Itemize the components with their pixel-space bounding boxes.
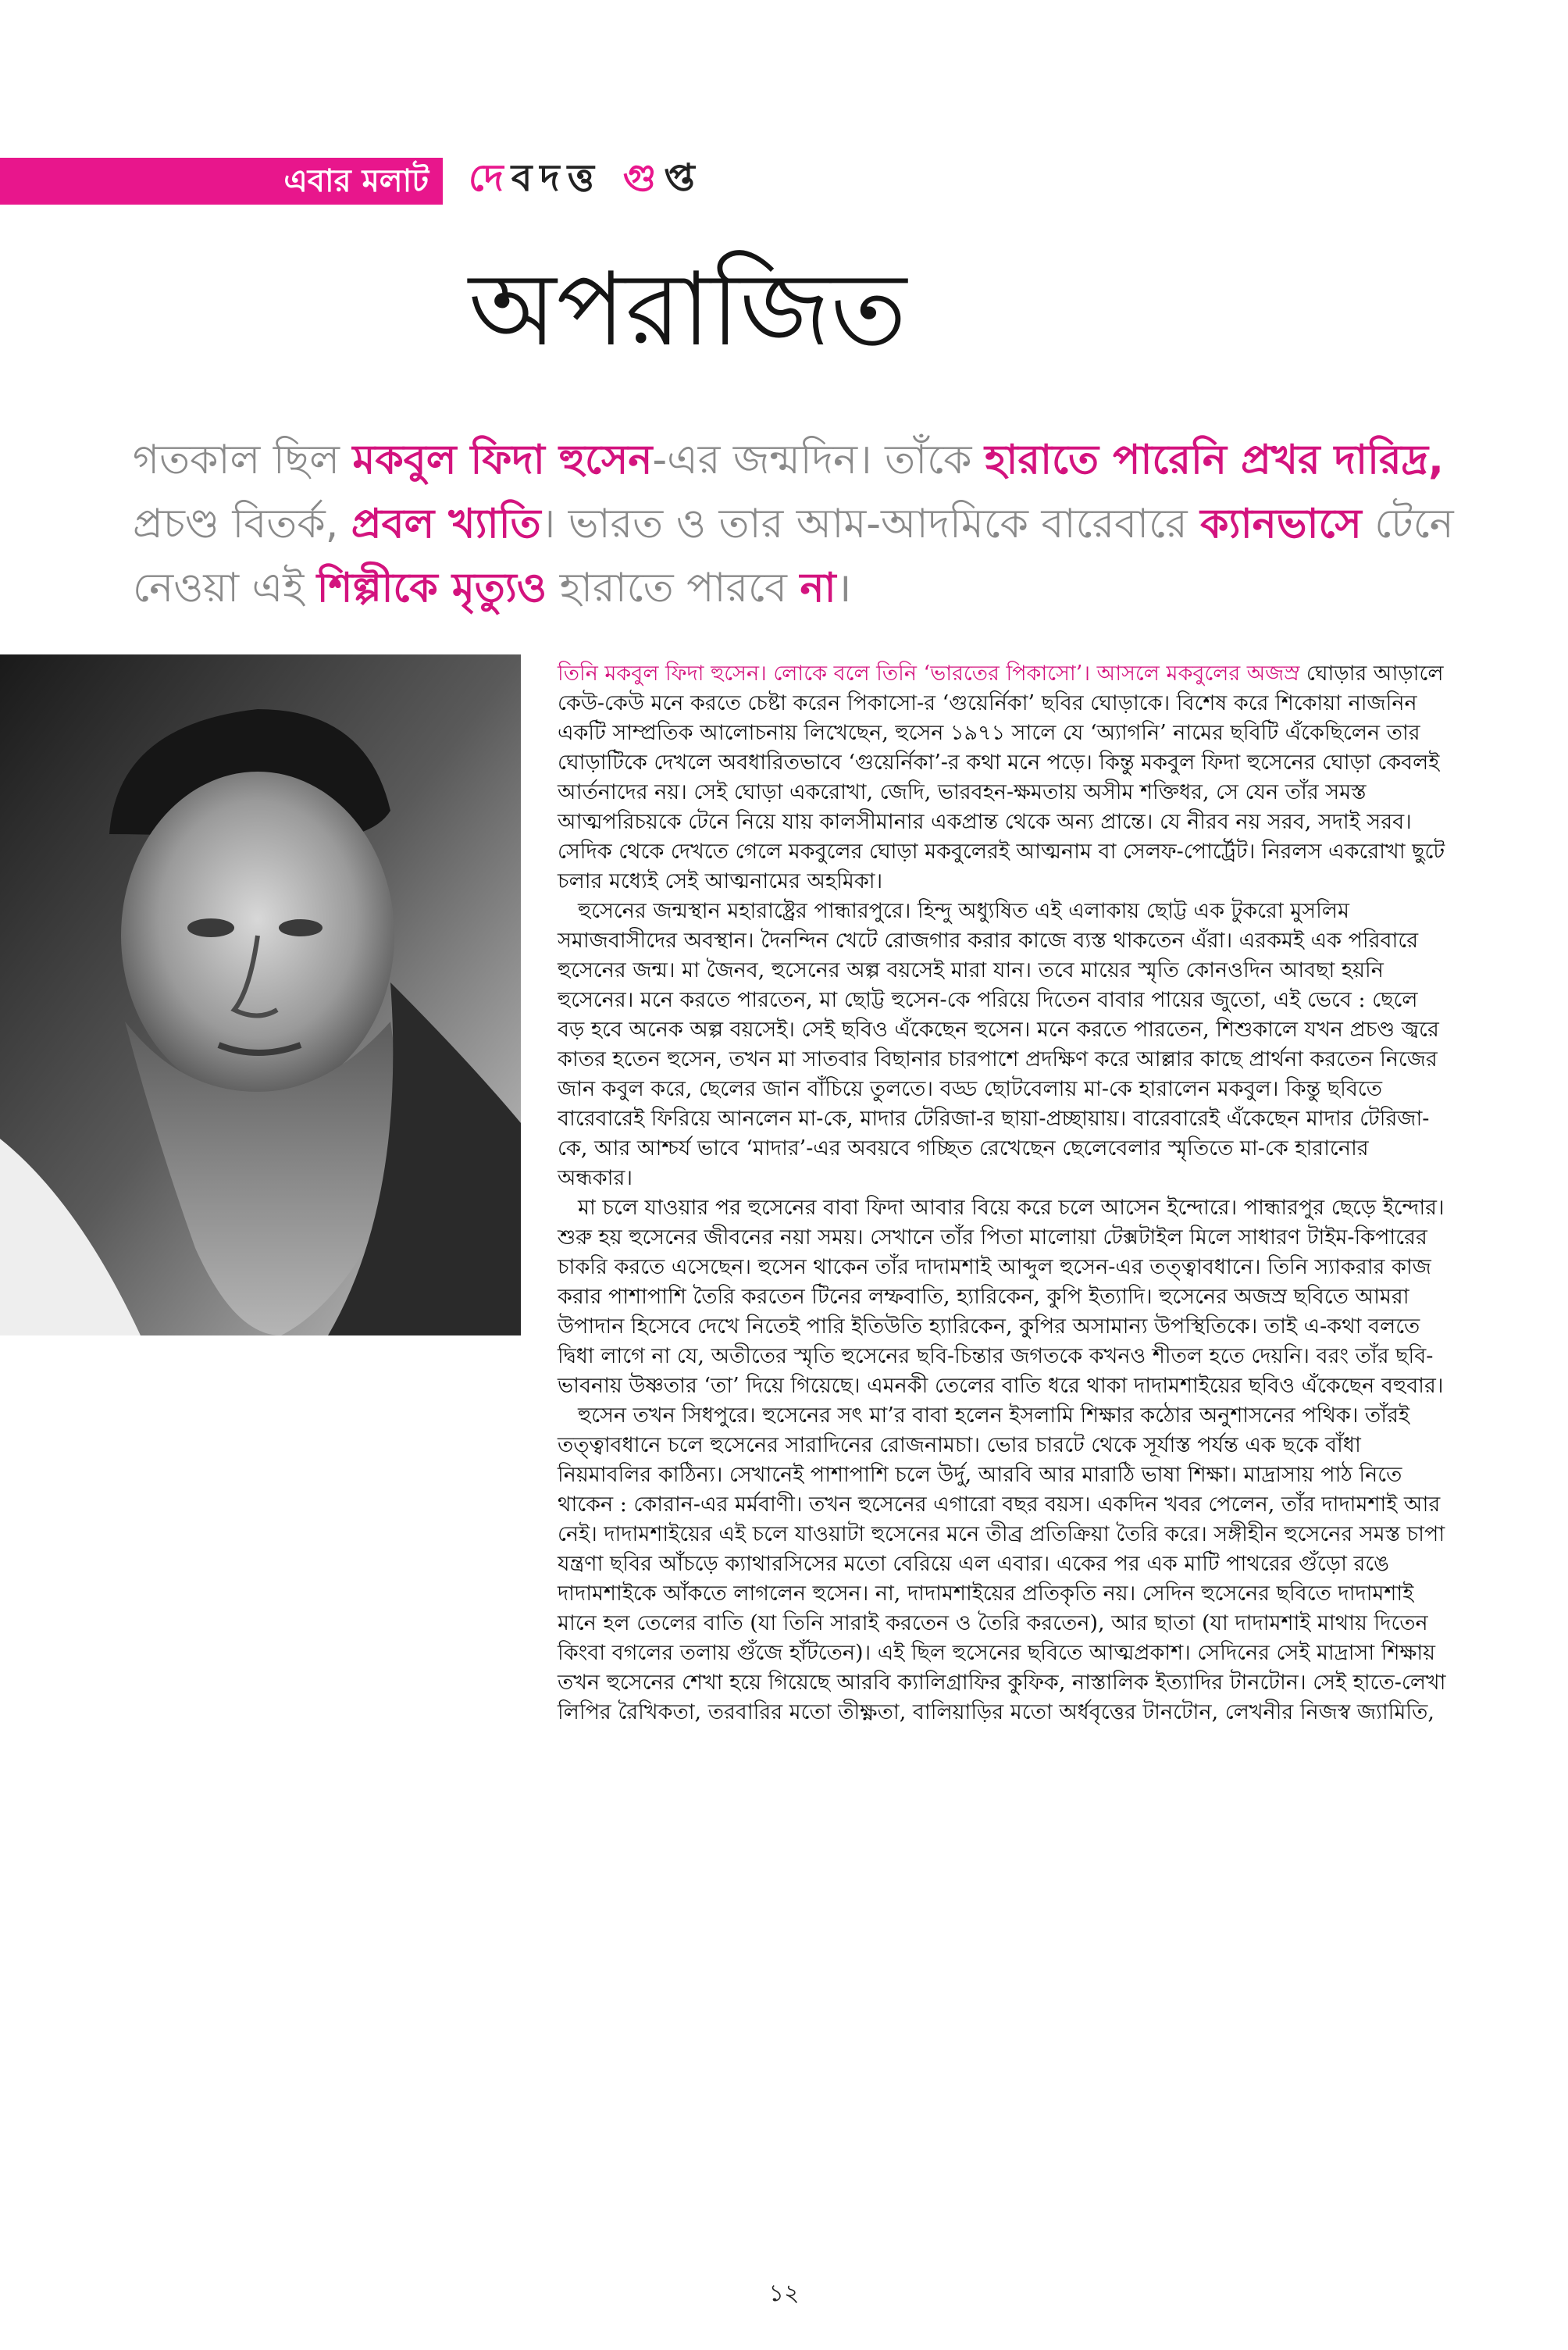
paragraph-text: ঘোড়ার আড়ালে কেউ-কেউ মনে করতে চেষ্টা করেন পিকাসো-র ‘গুয়ের্নিকা’ ছবির ঘোড়াকে। বিশেষ করে শিকোয়া নাজনিন একটি সাম্প্রতিক আলোচনায় লিখেছেন, হুসেন ১৯৭১ সালে যে ‘অ্যাগনি’ নামের ছবিটি এঁকেছিলেন তার ঘোড়াটিকে দেখলে অবধারিতভাবে ‘গুয়ের্নিকা’-র কথা মনে পড়ে। কিন্তু মকবুল ফিদা হুসেনের ঘোড়া কেবলই আর্তনাদের নয়। সেই ঘোড়া একরোখা, জেদি, ভারবহন-ক্ষমতায় অসীম শক্তিধর, সে যেন তাঁর সমস্ত আত্মপরিচয়কে টেনে নিয়ে যায় কালসীমানার একপ্রান্ত থেকে অন্য প্রান্তে। যে নীরব নয় সরব, সদাই সরব। সেদিক থেকে দেখতে গেলে মকবুলের ঘোড়া মকবুলেরই আত্মনাম বা সেলফ-পোর্ট্রেট। নিরলস একরোখা ছুটে চলার মধ্যেই সেই আত্মনামের অহমিকা। xyxy=(558,661,1445,893)
deck-text: হারাতে পারবে xyxy=(547,565,800,612)
deck-highlight: মকবুল ফিদা হুসেন xyxy=(352,437,653,483)
deck-text: টেনে নেওয়া এই xyxy=(133,501,1454,612)
deck-text: গতকাল ছিল xyxy=(133,437,353,483)
author-byline xyxy=(469,153,703,203)
section-bar xyxy=(0,158,443,205)
article-title: অপরাজিত xyxy=(469,250,907,369)
author-name: দেবদত্ত গুপ্ত xyxy=(469,156,703,200)
deck-highlight: ক্যানভাসে xyxy=(1200,501,1362,547)
body-paragraph: মা চলে যাওয়ার পর হুসেনের বাবা ফিদা আবার বিয়ে করে চলে আসেন ইন্দোরে। পান্ধারপুর ছেড়ে ইন্দোর। শুরু হয় হুসেনের জীবনের নয়া সময়। সেখানে তাঁর পিতা মালোয়া টেক্সটাইল মিলে সাধারণ টাইম-কিপারের চাকরি করতে এসেছেন। হুসেন থাকেন তাঁর দাদামশাই আব্দুল হুসেন-এর তত্ত্বাবধানে। তিনি স্যাকরার কাজ করার পাশাপাশি তৈরি করতেন টিনের লম্ফবাতি, হ্যারিকেন, কুপি ইত্যাদি। হুসেনের অজস্র ছবিতে আমরা উপাদান হিসেবে দেখে নিতেই পারি ইতিউতি হ্যারিকেন, কুপির অসামান্য উপস্থিতিকে। তাই এ-কথা বলতে দ্বিধা লাগে না যে, অতীতের স্মৃতি হুসেনের ছবি-চিন্তার জগতকে কখনও শীতল হতে দেয়নি। বরং তাঁর ছবি-ভাবনায় উষ্ণতার ‘তা’ দিয়ে গিয়েছে। এমনকী তেলের বাতি ধরে থাকা দাদামশাইয়ের ছবিও এঁকেছেন বহুবার। xyxy=(558,1196,1445,1398)
deck-text: । xyxy=(836,565,852,612)
deck-text: -এর জন্মদিন। তাঁকে xyxy=(652,437,985,483)
deck-highlight: শিল্পীকে মৃত্যুও xyxy=(316,565,547,612)
section-label: এবার মলাট xyxy=(283,163,429,199)
article-body xyxy=(558,659,1448,1728)
page-number: ১২ xyxy=(768,2280,800,2307)
body-paragraph xyxy=(558,659,1448,897)
deck-text: প্রচণ্ড বিতর্ক, xyxy=(133,501,351,547)
deck-highlight: হারাতে পারেনি প্রখর দারিদ্র, xyxy=(985,437,1444,483)
deck-highlight: না xyxy=(800,565,836,612)
deck-text: । ভারত ও তার আম-আদমিকে বারেবারে xyxy=(540,501,1201,547)
lead-sentence: তিনি মকবুল ফিদা হুসেন। লোকে বলে তিনি ‘ভারতের পিকাসো’। আসলে মকবুলের অজস্র xyxy=(558,661,1300,686)
body-paragraph: হুসেন তখন সিধপুরে। হুসেনের সৎ মা’র বাবা হলেন ইসলামি শিক্ষার কঠোর অনুশাসনের পথিক। তাঁরই তত্ত্বাবধানে চলে হুসেনের সারাদিনের রোজনামচা। ভোর চারটে থেকে সূর্যাস্ত পর্যন্ত এক ছকে বাঁধা নিয়মাবলির কাঠিন্য। সেখানেই পাশাপাশি চলে উর্দু, আরবি আর মারাঠি ভাষা শিক্ষা। মাদ্রাসায় পাঠ নিতে থাকেন : কোরান-এর মর্মবাণী। তখন হুসেনের এগারো বছর বয়স। একদিন খবর পেলেন, তাঁর দাদামশাই আর নেই। দাদামশাইয়ের এই চলে যাওয়াটা হুসেনের মনে তীব্র প্রতিক্রিয়া তৈরি করে। সঙ্গীহীন হুসেনের সমস্ত চাপা যন্ত্রণা ছবির আঁচড়ে ক্যাথারসিসের মতো বেরিয়ে এল এবার। একের পর এক মাটি পাথরের গুঁড়ো রঙে দাদামশাইকে আঁকতে লাগলেন হুসেন। না, দাদামশাইয়ের প্রতিকৃতি নয়। সেদিন হুসেনের ছবিতে দাদামশাই মানে হল তেলের বাতি (যা তিনি সারাই করতেন ও তৈরি করতেন), আর ছাতা (যা দাদামশাই মাথায় দিতেন কিংবা বগলের তলায় গুঁজে হাঁটতেন)। এই ছিল হুসেনের ছবিতে আত্মপ্রকাশ। সেদিনের সেই মাদ্রাসা শিক্ষায় তখন হুসেনের শেখা হয়ে গিয়েছে আরবি ক্যালিগ্রাফির কুফিক, নাস্তালিক ইত্যাদির টানটোন। সেই হাতে-লেখা লিপির রৈখিকতা, তরবারির মতো তীক্ষ্ণতা, বালিয়াড়ির মতো অর্ধবৃত্তের টানটোন, লেখনীর নিজস্ব জ্যামিতি, xyxy=(558,1403,1446,1724)
portrait-photo xyxy=(0,654,521,1335)
deck-highlight: প্রবল খ্যাতি xyxy=(351,501,541,547)
body-paragraph: হুসেনের জন্মস্থান মহারাষ্ট্রের পান্ধারপুরে। হিন্দু অধ্যুষিত এই এলাকায় ছোট্ট এক টুকরো মুসলিম সমাজবাসীদের অবস্থান। দৈনন্দিন খেটে রোজগার করার কাজে ব্যস্ত থাকতেন এঁরা। এরকমই এক পরিবারে হুসেনের জন্ম। মা জৈনব, হুসেনের অল্প বয়সেই মারা যান। তবে মায়ের স্মৃতি কোনওদিন আবছা হয়নি হুসেনের। মনে করতে পারতেন, মা ছোট্ট হুসেন-কে পরিয়ে দিতেন বাবার পায়ের জুতো, এই ভেবে : ছেলে বড় হবে অনেক অল্প বয়সেই। সেই ছবিও এঁকেছেন হুসেন। মনে করতে পারতেন, শিশুকালে যখন প্রচণ্ড জ্বরে কাতর হতেন হুসেন, তখন মা সাতবার বিছানার চারপাশে প্রদক্ষিণ করে আল্লার কাছে প্রার্থনা করতেন নিজের জান কবুল করে, ছেলের জান বাঁচিয়ে তুলতে। বড্ড ছোটবেলায় মা-কে হারালেন মকবুল। কিন্তু ছবিতে বারেবারেই ফিরিয়ে আনলেন মা-কে, মাদার টেরিজা-র ছায়া-প্রচ্ছায়ায়। বারেবারেই এঁকেছেন মাদার টেরিজা-কে, আর আশ্চর্য ভাবে ‘মাদার’-এর অবয়বে গচ্ছিত রেখেছেন ছেলেবেলার স্মৃতিতে মা-কে হারানোর অন্ধকার। xyxy=(558,899,1439,1190)
article-deck xyxy=(133,428,1460,620)
